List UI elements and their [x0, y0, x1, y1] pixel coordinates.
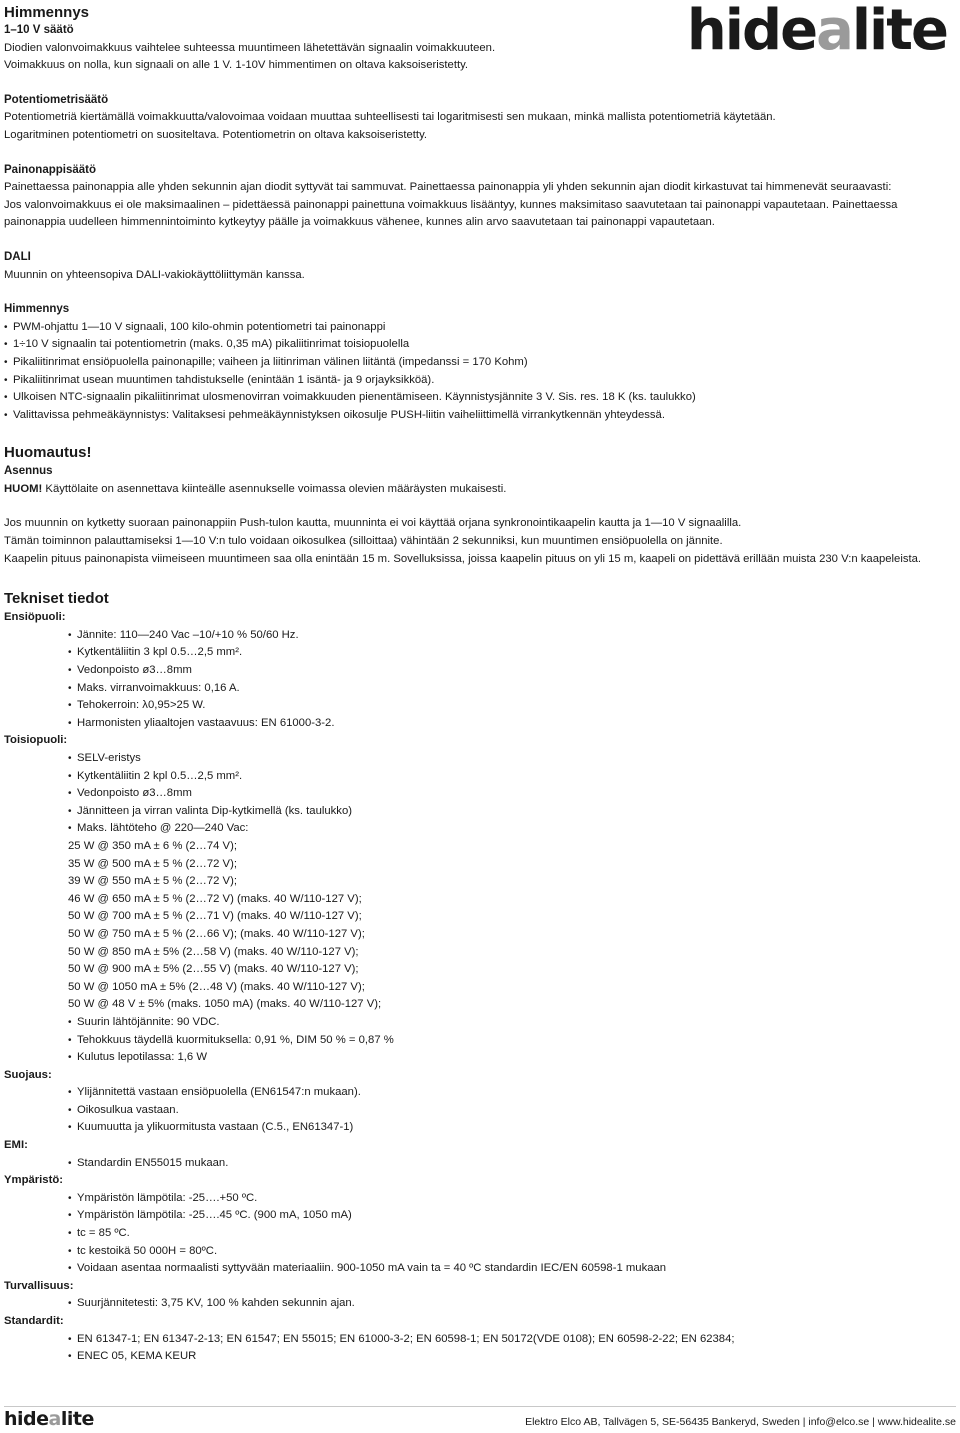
list-item: • Tehokkuus täydellä kuormituksella: 0,91 %, DIM 50 % = 0,87 %: [68, 1032, 956, 1050]
list-item: • Jännite: 110—240 Vac –10/+10 % 50/60 Hz.: [68, 627, 956, 645]
list-item: • tc = 85 ºC.: [68, 1225, 956, 1243]
section-technical: [4, 589, 956, 1366]
list-item: • tc kestoikä 50 000H = 80ºC.: [68, 1243, 956, 1261]
power-row: 35 W @ 500 mA ± 5 % (2…72 V);: [68, 857, 237, 870]
spec-list: [68, 1014, 956, 1067]
section-dali: [4, 249, 956, 284]
list-item: • Voidaan asentaa normaalisti syttyvään materiaaliin. 900-1050 mA vain ta = 40 ºC standardin IEC/EN 60598-1 mukaan: [68, 1260, 956, 1278]
paragraph: Potentiometriä kiertämällä voimakkuutta/valovoimaa voidaan muuttaa suhteellisesti tai logaritmisesti sen mukaan, minkä mallista potentiometriä käytetään.: [4, 111, 776, 124]
power-row: 50 W @ 900 mA ± 5% (2…55 V) (maks. 40 W/110-127 V);: [68, 963, 359, 976]
list-item: • ENEC 05, KEMA KEUR: [68, 1348, 956, 1366]
power-row: 50 W @ 48 V ± 5% (maks. 1050 mA) (maks. 40 W/110-127 V);: [68, 998, 382, 1011]
list-item: • Tehokerroin: λ0,95>25 W.: [68, 697, 956, 715]
power-row: 50 W @ 700 mA ± 5 % (2…71 V) (maks. 40 W/110-127 V);: [68, 910, 362, 923]
spec-label: Ensiöpuoli:: [4, 611, 66, 624]
section-title: Himmennys: [4, 303, 70, 316]
section-dimming: [4, 0, 956, 75]
spec-list: [68, 1295, 956, 1313]
footer-logo: hidealite: [4, 1408, 94, 1430]
paragraph: Kaapelin pituus painonapista viimeiseen muuntimeen saa olla enintään 15 m. Sovelluksissa, joissa kaapelin pituus on yli 15 m, kaapeli on pidettävä erillään muista 230 V:n kaapeleista.: [4, 552, 922, 565]
list-item: • Vedonpoisto ø3…8mm: [68, 785, 956, 803]
section-subtitle: 1–10 V säätö: [4, 24, 74, 36]
power-list: [68, 838, 956, 1014]
spec-label: Turvallisuus:: [4, 1279, 74, 1292]
footer-contact: Elektro Elco AB, Tallvägen 5, SE-56435 Bankeryd, Sweden | info@elco.se | www.hidealite.se: [525, 1416, 956, 1428]
list-item: • Ympäristön lämpötila: -25….45 ºC. (900 mA, 1050 mA): [68, 1207, 956, 1225]
power-row: 50 W @ 1050 mA ± 5% (2…48 V) (maks. 40 W/110-127 V);: [68, 980, 365, 993]
paragraph: Tämän toiminnon palauttamiseksi 1—10 V:n tulo voidaan oikosulkea (silloittaa) vähintään 2 sekunniksi, kun muuntimen ensiöpuolella on jännite.: [4, 535, 723, 548]
paragraph: Muunnin on yhteensopiva DALI-vakiokäyttöliittymän kanssa.: [4, 268, 305, 281]
list-item: • Ylijännitettä vastaan ensiöpuolella (EN61547:n mukaan).: [68, 1084, 956, 1102]
power-row: 46 W @ 650 mA ± 5 % (2…72 V) (maks. 40 W/110-127 V);: [68, 892, 362, 905]
list-item: • Maks. virranvoimakkuus: 0,16 A.: [68, 680, 956, 698]
section-potentiometer: [4, 92, 956, 145]
paragraph: Diodien valonvoimakkuus vaihtelee suhteessa muuntimeen lähetettävän signaalin voimakkuuteen.: [4, 41, 496, 54]
list-item: • PWM-ohjattu 1—10 V signaali, 100 kilo-ohmin potentiometri tai painonappi: [4, 319, 956, 337]
list-item: • SELV-eristys: [68, 750, 956, 768]
section-subtitle: Asennus: [4, 465, 53, 478]
notice-bold: HUOM!: [4, 482, 43, 495]
list-item: • Suurin lähtöjännite: 90 VDC.: [68, 1014, 956, 1032]
tech-title: Tekniset tiedot: [4, 590, 109, 608]
list-item: • Oikosulkua vastaan.: [68, 1102, 956, 1120]
list-item: • Valittavissa pehmeäkäynnistys: Valitaksesi pehmeäkäynnistyksen oikosulje PUSH-liitin vaiheliittimellä virrankytkennän yhteydessä.: [4, 407, 956, 425]
list-item: • Kulutus lepotilassa: 1,6 W: [68, 1049, 956, 1067]
list-item: • Standardin EN55015 mukaan.: [68, 1155, 956, 1173]
spec-label: Suojaus:: [4, 1068, 52, 1081]
list-item: • 1÷10 V signaalin tai potentiometrin (maks. 0,35 mA) pikaliitinrimat toisiopuolella: [4, 336, 956, 354]
section-pushbutton: [4, 162, 956, 232]
power-row: 25 W @ 350 mA ± 6 % (2…74 V);: [68, 839, 237, 852]
document-body: [4, 0, 956, 1366]
paragraph: Jos muunnin on kytketty suoraan painonappiin Push-tulon kautta, muunninta ei voi käyttää orjana synkronointikaapelin kautta ja 1—10 V signaalilla.: [4, 517, 742, 530]
spec-list: [68, 1331, 956, 1366]
section-dimming-features: [4, 301, 956, 424]
brand-logo: hidealite: [686, 0, 947, 63]
spec-list: [68, 1155, 956, 1173]
power-row: 50 W @ 750 mA ± 5 % (2…66 V); (maks. 40 W/110-127 V);: [68, 927, 365, 940]
section-title: Potentiometrisäätö: [4, 93, 109, 106]
section-title: Himmennys: [4, 4, 90, 21]
paragraph: Jos valonvoimakkuus ei ole maksimaalinen – pidettäessä painonappi painettuna voimakkuus lisääntyy, kunnes maksimitaso saavutetaan tai painonappi vapautetaan. Painettaessa painonappia uudelleen himmennintoiminto kytkeytyy päälle ja voimakkuus vähenee, kunnes alin arvo saavutetaan tai painonappi vapautetaan.: [4, 198, 898, 229]
page-footer: [4, 1406, 956, 1433]
list-item: • Jännitteen ja virran valinta Dip-kytkimellä (ks. taulukko): [68, 803, 956, 821]
spec-list: [68, 1084, 956, 1137]
list-item: • Pikaliitinrimat usean muuntimen tahdistukselle (enintään 1 isäntä- ja 9 orjayksikköä).: [4, 372, 956, 390]
notice-title: Huomautus!: [4, 444, 92, 462]
paragraph: Painettaessa painonappia alle yhden sekunnin ajan diodit syttyvät tai sammuvat. Painettaessa painonappia yli yhden sekunnin ajan diodit kirkastuvat tai himmenevät seuraavasti:: [4, 181, 892, 194]
list-item: • Maks. lähtöteho @ 220—240 Vac:: [68, 820, 956, 838]
list-item: • Vedonpoisto ø3…8mm: [68, 662, 956, 680]
paragraph: Logaritminen potentiometri on suositeltava. Potentiometrin on oltava kaksoiseristetty.: [4, 128, 428, 141]
spec-label: EMI:: [4, 1139, 28, 1152]
list-item: • Suurjännitetesti: 3,75 KV, 100 % kahden sekunnin ajan.: [68, 1295, 956, 1313]
list-item: • Harmonisten yliaaltojen vastaavuus: EN 61000-3-2.: [68, 715, 956, 733]
spec-label: Toisiopuoli:: [4, 734, 68, 747]
list-item: • Kuumuutta ja ylikuormitusta vastaan (C.5., EN61347-1): [68, 1119, 956, 1137]
spec-list: [68, 627, 956, 733]
list-item: • Pikaliitinrimat ensiöpuolella painonapille; vaiheen ja liitinriman välinen liitäntä (impedanssi = 170 Kohm): [4, 354, 956, 372]
list-item: • Ulkoisen NTC-signaalin pikaliitinrimat ulosmenovirran voimakkuuden pienentämiseen. Käynnistysjännite 3 V. Sis. res. 18 K (ks. taulukko): [4, 389, 956, 407]
power-row: 39 W @ 550 mA ± 5 % (2…72 V);: [68, 875, 237, 888]
feature-list: [4, 319, 956, 425]
spec-list: [68, 1190, 956, 1278]
section-title: DALI: [4, 250, 31, 263]
spec-list: [68, 750, 956, 838]
paragraph: Voimakkuus on nolla, kun signaali on alle 1 V. 1-10V himmentimen on oltava kaksoiseristetty.: [4, 59, 469, 72]
list-item: • EN 61347-1; EN 61347-2-13; EN 61547; EN 55015; EN 61000-3-2; EN 60598-1; EN 50172(VDE 0108); EN 60598-2-22; EN 62384;: [68, 1331, 956, 1349]
notice-text: Käyttölaite on asennettava kiinteälle asennukselle voimassa olevien määräysten mukaisesti.: [42, 482, 507, 495]
list-item: • Kytkentäliitin 2 kpl 0.5…2,5 mm².: [68, 768, 956, 786]
section-notice: [4, 443, 956, 568]
power-row: 50 W @ 850 mA ± 5% (2…58 V) (maks. 40 W/110-127 V);: [68, 945, 359, 958]
list-item: • Ympäristön lämpötila: -25….+50 ºC.: [68, 1190, 956, 1208]
spec-label: Standardit:: [4, 1315, 64, 1327]
list-item: • Kytkentäliitin 3 kpl 0.5…2,5 mm².: [68, 644, 956, 662]
paragraph: [4, 481, 956, 499]
section-title: Painonappisäätö: [4, 163, 97, 176]
spec-label: Ympäristö:: [4, 1174, 64, 1187]
